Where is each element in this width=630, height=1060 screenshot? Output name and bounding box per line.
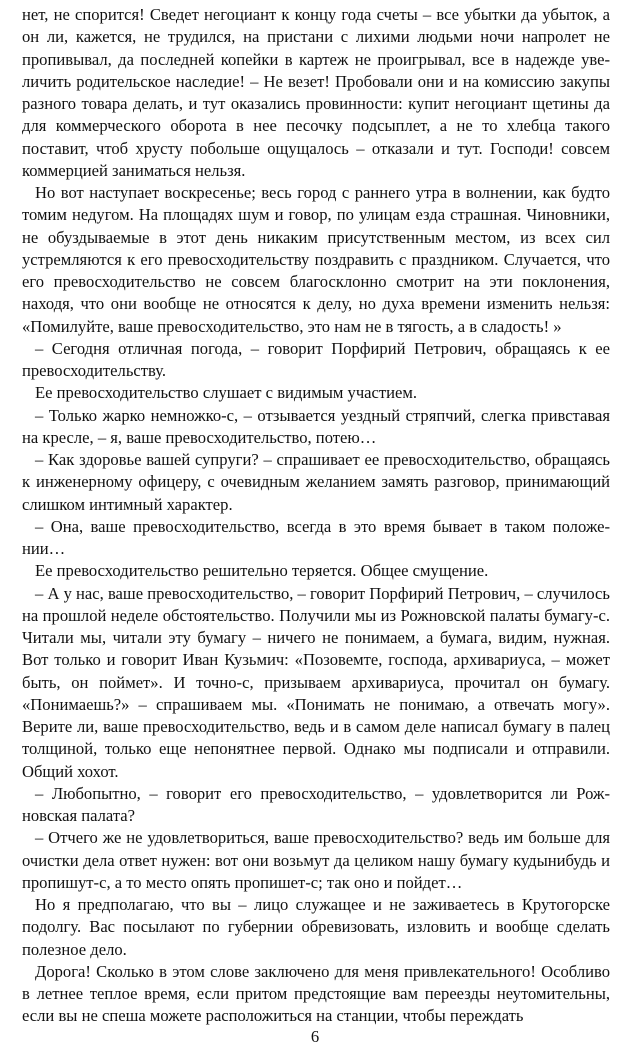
page-body xyxy=(22,4,610,1028)
paragraph: – Только жарко немножко-с, – отзывается уездный стряпчий, слегка привставая на кресле, – я, ваше превосходительство, потею… xyxy=(22,405,610,447)
paragraph: Но вот наступает воскресенье; весь город с раннего утра в волнении, как будто томим недугом. На площадях шум и говор, по улицам езда страшная. Чиновники, не обуздываемые в этот день никаким присутственным местом, из всех сил устремляются к его превосходительству поздравить с праздником. Случается, что его превосходительство не совсем благосклонно смотрит на эти поклонения, находя, что они вообще не относятся к делу, но духа времени изменить нельзя: «Помилуйте, ваше превосходительство, это нам не в тягость, а в сладость! » xyxy=(22,183,610,336)
paragraph: Но я предполагаю, что вы – лицо служащее и не заживаетесь в Крутогорске подолгу. Вас посылают по губернии обревизовать, изловить и вообще сделать полезное дело. xyxy=(22,895,610,959)
paragraph: – Любопытно, – говорит его превосходительство, – удовлетворится ли Рожновская палата? xyxy=(22,783,610,825)
paragraph: Ее превосходительство слушает с видимым участием. xyxy=(35,383,418,403)
paragraph: – Она, ваше превосходительство, всегда в это время бывает в таком положении… xyxy=(22,516,610,558)
paragraph: Ее превосходительство решительно теряется. Общее смущение. xyxy=(35,561,489,581)
paragraph: Дорога! Сколько в этом слове заключено для меня привлекательного! Особливо в летнее теплое время, если притом предстоящие вам переезды неутомительны, если вы не спеша можете расположиться на станции, чтобы переждать xyxy=(22,961,610,1026)
paragraph: – Сегодня отличная погода, – говорит Порфирий Петрович, обращаясь к ее превосходительству. xyxy=(22,338,610,380)
paragraph: – А у нас, ваше превосходительство, – говорит Порфирий Петрович, – случилось на прошлой неделе обстоятельство. Получили мы из Рожновской палаты бумагу-с. Читали мы, читали эту бумагу – ничего не понимаем, а бумага, видим, нужная. Вот только и говорит Иван Кузьмич: «Позовемте, господа, архивариуса, – может быть, он поймет». И точно-с, призываем архивариуса, прочитал он бумагу. «Понимаешь?» – спрашиваем мы. «Понимать не понимаю, а отвечать могу». Верите ли, ваше превосходительство, ведь и в самом деле написал бумагу в палец толщиной, только еще непонятнее первой. Однако мы подписали и отправили. Общий хохот. xyxy=(22,583,610,781)
paragraph: – Отчего же не удовлетвориться, ваше превосходительство? ведь им больше для очистки дела ответ нужен: вот они возьмут да целиком нашу бумагу кудынибудь и пропишут-с, а то место опять пропишет-с; так оно и пойдет… xyxy=(22,828,610,892)
page-number: 6 xyxy=(310,1027,320,1046)
paragraph: – Как здоровье вашей супруги? – спрашивает ее превосходительство, обращаясь к инженерному офицеру, с очевидным желанием замять разговор, принимающий слишком интимный характер. xyxy=(22,450,610,514)
paragraph: нет, не спорится! Сведет негоциант к концу года счеты – все убытки да убыток, а он ли, кажется, не трудился, на пристани с лихими людьми ночи напролет не пропивывал, да последней копейки в картеж не проигрывал, все в надежде увеличить родительское наследие! – Не везет! Пробовали они и на комиссию закупы разного товара делать, и тут оказались провинности: купит негоциант щетины да для коммерческого оборота в нее песочку подсыплет, а не то хлебца такого поставит, чтоб хрусту побольше ощущалось – отказали и тут. Господи! совсем коммерцией заниматься нельзя. xyxy=(22,5,610,180)
